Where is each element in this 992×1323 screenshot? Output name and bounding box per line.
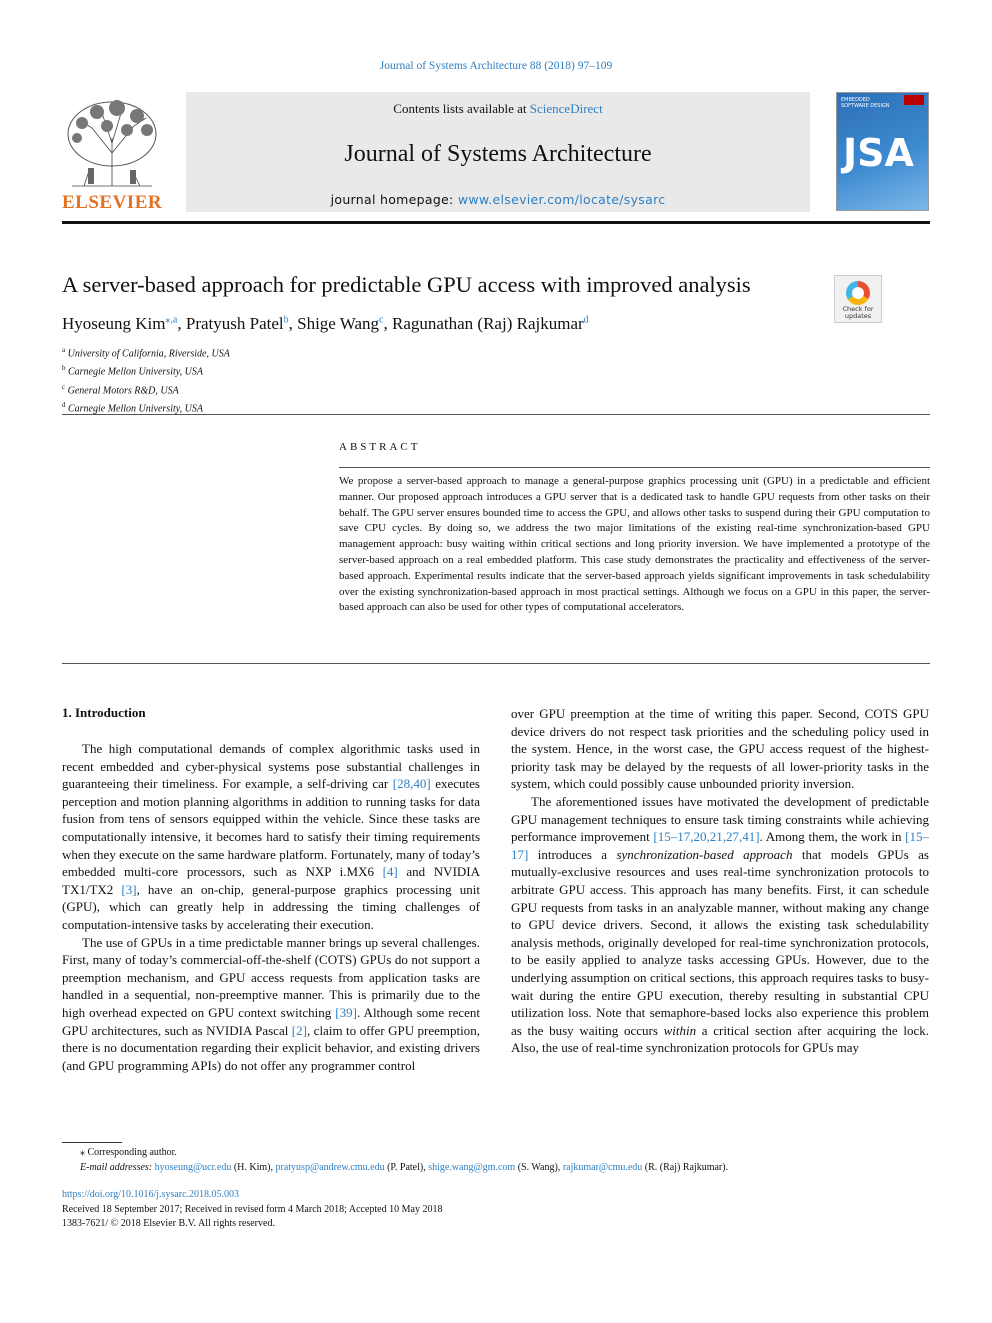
citation-link[interactable]: [2] — [291, 1022, 307, 1038]
affiliation: $^a$ University of California, Riverside, USA — [62, 346, 230, 360]
check-for-updates-badge[interactable]: Check for updates — [834, 275, 882, 323]
article-title: A server-based approach for predictable GPU access with improved analysis — [62, 272, 751, 297]
abstract-text: We propose a server-based approach to manage a general-purpose graphics processing unit (GPU) in a predictable and efficient manner. Our proposed approach introduces a GPU server that is a dedicated task to handle GPU requests from other tasks on their behalf. The GPU server ensures bounded time to access the GPU, and allows other tasks to suspend during their GPU computation to save CPU cycles. By doing so, we address the two major limitations of the existing real-time synchronization-based GPU management approach: busy waiting within critical sections and long priority inversion. We have implemented a prototype of the server-based approach on a real embedded platform. This case study demonstrates the practicality and effectiveness of the server-based approach. Experimental results indicate that the server-based approach yields significant improvements in task schedulability over the existing synchronization-based approach in most practical settings. Although we focus on a GPU in this paper, the server-based approach can also be used for other types of computational accelerators. — [339, 475, 930, 614]
email-link[interactable]: shige.wang@gm.com — [428, 1161, 516, 1173]
divider — [62, 663, 930, 664]
divider — [62, 414, 930, 415]
body-column-right — [511, 705, 929, 1057]
received-dates: Received 18 September 2017; Received in revised form 4 March 2018; Accepted 10 May 2018 — [62, 1203, 443, 1215]
publication-info — [62, 1188, 442, 1232]
cover-subtitle: EMBEDDED SOFTWARE DESIGN — [841, 97, 890, 109]
journal-cover-image[interactable] — [836, 92, 929, 211]
journal-reference[interactable]: Journal of Systems Architecture 88 (2018) 97–109 — [379, 60, 613, 72]
body-column-left — [62, 740, 480, 1074]
author-name[interactable]: Ragunathan (Raj) Rajkumar — [391, 314, 584, 333]
cover-badge — [904, 95, 924, 105]
email-link[interactable]: hyoseung@ucr.edu — [154, 1161, 232, 1173]
paragraph: The high computational demands of complex algorithmic tasks used in recent embedded and cyber-physical systems pose substantial challenges in guaranteeing their timeliness. For example, a self-driving car [28,40] executes perception and motion planning algorithms in addition to running tasks for data fusion from tens of sensors equipped within the vehicle. Since these tasks are computationally intensive, it becomes hard to satisfy their timing requirements when they execute on the same hardware platform. Fortunately, many of today’s embedded multi-core processors, such as NXP i.MX6 [4] and NVIDIA TX1/TX2 [3], have an on-chip, general-purpose graphics processing unit (GPU), which can greatly help in addressing the timing challenges of computation-intensive tasks by accelerating their execution. — [62, 741, 481, 932]
header-rule — [62, 221, 930, 224]
author-name[interactable]: Hyoseung Kim — [62, 314, 166, 333]
cover-abbrev: JSA — [843, 131, 914, 175]
contents-line: Contents lists available at ScienceDirect — [393, 101, 603, 116]
footnote-rule — [62, 1142, 122, 1143]
author-name[interactable]: Pratyush Patel — [185, 314, 284, 333]
paragraph: The use of GPUs in a time predictable manner brings up several challenges. First, many of today’s commercial-off-the-shelf (COTS) GPUs do not support a preemption mechanism, and GPU access requests from application tasks are handled in a sequential, non-preemptive manner. This is primarily due to the high overhead expected on GPU context switching [39]. Although some recent GPU architectures, such as NVIDIA Pascal [2], claim to offer GPU preemption, there is no documentation regarding their explicit behavior, and existing drivers (and GPU programming APIs) do not offer any programmer control — [62, 934, 481, 1073]
homepage-link[interactable]: www.elsevier.com/locate/sysarc — [457, 192, 666, 207]
abstract-heading: ABSTRACT — [339, 441, 421, 453]
citation-link[interactable]: [4] — [382, 864, 398, 880]
citation-link[interactable]: [39] — [335, 1004, 357, 1020]
journal-homepage: journal homepage: www.elsevier.com/locate/sysarc — [330, 192, 666, 207]
paragraph: The aforementioned issues have motivated the development of predictable GPU management techniques to ensure task timing constraints while achieving performance improvement [15–17,20,21,27,41]. Among them, the work in [15–17] introduces a synchronization-based approach that models GPUs as mutually-exclusive resources and uses real-time synchronization protocols to arbitrate GPU access. This approach has many benefits. First, it can schedule GPU requests from tasks in an analyzable manner, without making any change to GPU device drivers. Second, it allows the existing task schedulability analysis methods, originally developed for real-time synchronization protocols, to be easily applied to analyze tasks accessing GPUs. However, due to the underlying assumption on critical sections, this approach requires tasks to busy-wait during the entire GPU execution, thereby resulting in substantial CPU utilization loss. Note that semaphore-based locks also experience this problem as the busy waiting occurs within a critical section after acquiring the lock. Also, the use of real-time synchronization protocols for GPUs may — [511, 793, 929, 1056]
email-link[interactable]: pratyusp@andrew.cmu.edu — [275, 1161, 385, 1173]
affiliation: $^c$ General Motors R&D, USA — [62, 382, 179, 396]
section-heading: 1. Introduction — [62, 705, 146, 720]
citation-link[interactable]: [3] — [121, 881, 137, 897]
email-link[interactable]: rajkumar@cmu.edu — [562, 1161, 643, 1173]
citation-link[interactable]: [15–17] — [511, 829, 929, 862]
doi-link[interactable]: https://doi.org/10.1016/j.sysarc.2018.05.003 — [62, 1189, 240, 1200]
corresponding-author-note: ⁎ Corresponding author. — [80, 1147, 177, 1158]
journal-title: Journal of Systems Architecture — [344, 141, 652, 167]
divider — [339, 467, 930, 468]
paragraph: over GPU preemption at the time of writing this paper. Second, COTS GPU device drivers do not respect task priorities and the scheduling policy used in the system. Hence, in the worst case, the GPU access request of the highest-priority task may be delayed by the requests of all lower-priority tasks in the system, which could possibly cause unbounded priority inversion. — [511, 706, 929, 792]
citation-link[interactable]: [28,40] — [392, 776, 431, 792]
footnotes — [62, 1146, 728, 1175]
sciencedirect-link[interactable]: ScienceDirect — [529, 101, 603, 116]
copyright: 1383-7621/ © 2018 Elsevier B.V. All rights reserved. — [62, 1218, 275, 1229]
citation-link[interactable]: [15–17,20,21,27,41] — [653, 829, 760, 845]
affiliation: $^d$ Carnegie Mellon University, USA — [62, 400, 203, 415]
affiliations — [62, 343, 230, 416]
author-list: Hyoseung Kim$^{⁎,a}$, Pratyush Patel$^b$, Shige Wang$^c$, Ragunathan (Raj) Rajkumar$^d$ — [62, 314, 589, 333]
email-addresses: E-mail addresses: hyoseung@ucr.edu (H. Kim), pratyusp@andrew.cmu.edu (P. Patel), shige.wang@gm.com (S. Wang), rajkumar@cmu.edu (R. (Raj) Rajkumar). — [80, 1161, 729, 1173]
elsevier-wordmark: ELSEVIER — [62, 192, 163, 213]
affiliation: $^b$ Carnegie Mellon University, USA — [62, 364, 203, 378]
author-name[interactable]: Shige Wang — [297, 314, 380, 333]
